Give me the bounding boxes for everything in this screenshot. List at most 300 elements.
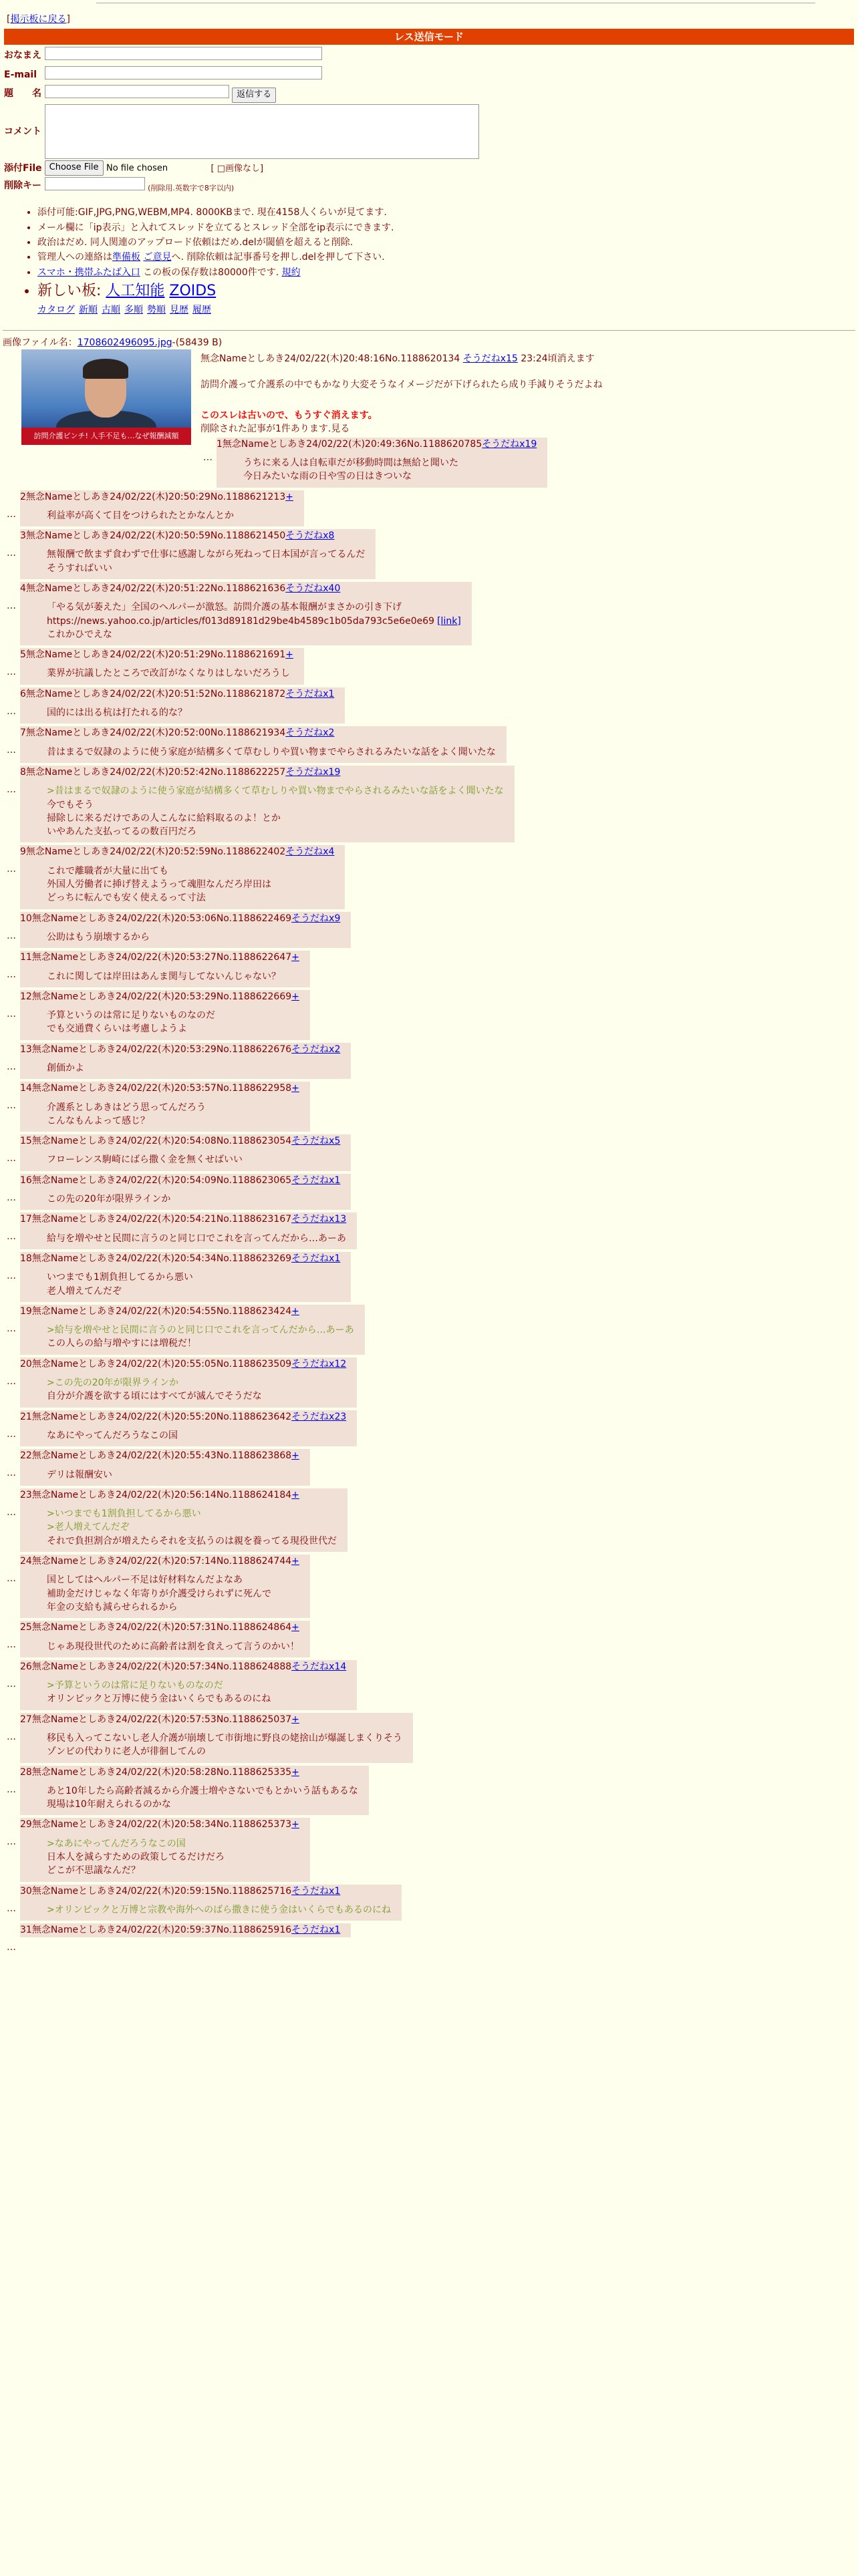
reply-row [3,1660,855,1710]
op-number[interactable]: No.1188620134 [385,353,460,365]
reply-indent-marker: … [7,1061,16,1072]
reply-indent-marker: … [7,1153,16,1164]
comment-line: これかひでえな [47,629,112,640]
reply-box [20,766,515,842]
reply-host: としあき [78,1214,116,1225]
reply-name: Name [50,1253,79,1264]
reply-body [47,1468,299,1482]
reply-number: 26 [20,1661,32,1672]
comment-line: 国的には出る杭は打たれる的な？ [47,707,187,719]
reply-post-number[interactable]: No.1188623065 [216,1174,292,1186]
reply-host: としあき [72,491,110,502]
comment-line: でも交通費くらいは考慮しようよ [47,1023,187,1035]
reply-box [20,1449,310,1486]
reply-post-number[interactable]: No.1188624864 [216,1622,292,1633]
external-link[interactable]: [link] [437,615,461,627]
reply-header [20,1449,299,1462]
reply-name: Name [50,952,79,963]
comment-line: 掃除しに来るだけであの人こんなに給料取るのよ！とか [47,812,281,824]
reply-number: 20 [20,1358,32,1370]
reply-date: 24/02/22(木)20:57:34 [116,1661,217,1672]
reply-indent-marker: … [7,1678,16,1689]
reply-post-number[interactable]: No.1188623424 [216,1305,292,1317]
reply-number: 13 [20,1043,32,1055]
reply-post-number[interactable]: No.1188625037 [216,1714,292,1725]
reply-post-number[interactable]: No.1188623167 [216,1214,292,1225]
reply-body [47,601,461,641]
reply-host: としあき [78,1714,116,1725]
expire-warning: このスレは古いので、もうすぐ消えます。 [200,410,378,422]
sodane-button[interactable]: そうだねx13 [291,1214,347,1225]
reply-box [20,912,351,949]
reply-body [47,1323,354,1351]
sodane-button[interactable]: + [291,1622,299,1633]
sodane-button[interactable]: そうだねx19 [482,438,537,450]
reply-post-number[interactable]: No.1188623642 [216,1411,292,1422]
comment-line: なあにやってんだろうなこの国 [47,1430,178,1441]
reply-indent-marker: … [7,1100,16,1112]
reply-row [3,529,855,579]
reply-date: 24/02/22(木)20:52:00 [110,728,210,739]
reply-post-number[interactable]: No.1188621691 [210,649,286,661]
reply-number: 11 [20,952,32,963]
reply-box [20,845,345,909]
comment-line: 年金の支給も減らせられるから [47,1601,178,1613]
reply-number: 16 [20,1174,32,1186]
sodane-button[interactable]: + [291,1305,299,1317]
comment-line: 外国人労働者に挿げ替えようって魂胆なんだろ岸田は [47,879,271,891]
reply-subject: 無念 [31,1925,51,1936]
sodane-button[interactable]: そうだねx1 [291,1885,341,1897]
sodane-button[interactable]: + [291,1556,299,1567]
subject-label: 題 名 [4,88,41,100]
delkey-label: 削除キー [4,180,41,192]
email-input[interactable] [45,66,322,79]
reply-subject: 無念 [25,846,45,858]
reply-host: としあき [72,688,110,699]
note-item: • スマホ・携帯ふたば入口 この板の保存数は80000件です. 規約 [37,266,855,279]
reply-post-number[interactable]: No.1188621213 [210,491,286,502]
reply-body [47,1376,346,1404]
back-nav: [掲示板に戻る] [7,14,70,25]
quote-line: >給与を増やせと民間に言うのと同じ口でこれを言ってんだから…あーあ [47,1325,354,1336]
reply-date: 24/02/22(木)20:51:29 [110,649,210,661]
sodane-button[interactable]: そうだねx9 [291,913,341,924]
reply-date: 24/02/22(木)20:51:52 [110,688,210,699]
back-to-board-link[interactable]: 掲示板に戻る [10,14,67,25]
reply-header [20,990,299,1003]
reply-date: 24/02/22(木)20:58:34 [116,1819,217,1830]
reply-post-number[interactable]: No.1188622647 [216,952,292,963]
reply-indent-marker: … [7,1506,16,1518]
reply-subject: 無念 [25,728,45,739]
board-link-zoids[interactable]: ZOIDS [169,282,217,299]
reply-indent-marker: … [7,1231,16,1243]
comment-line: https://news.yahoo.co.jp/articles/f013d89181d29be4b4589c1b05da793c5e6e0e69 [link] [47,615,461,627]
reply-header [20,1488,337,1502]
sodane-button[interactable]: そうだねx2 [285,728,335,739]
reply-host: としあき [78,952,116,963]
reply-indent-marker: … [7,1903,16,1914]
reply-subject: 無念 [31,1885,51,1897]
reply-box [217,438,547,488]
rules-link[interactable]: 規約 [281,267,301,278]
sort-tabs [37,303,855,317]
reply-row [3,1713,855,1763]
reply-date: 24/02/22(木)20:49:36 [306,438,407,450]
reply-box [20,1252,351,1302]
reply-box [20,726,507,763]
reply-post-number[interactable]: No.1188621450 [210,530,286,542]
reply-body [47,1192,340,1206]
reply-subject: 無念 [31,1661,51,1672]
op-thumbnail[interactable] [21,349,191,445]
reply-post-number[interactable]: No.1188624744 [216,1556,292,1567]
thumb-caption: 訪問介護ピンチ! 人手不足も…なぜ報酬減額 [21,428,191,445]
op-comment: 訪問介護って介護系の中でもかなり大変そうなイメージだが下げられたら成り手減りそうだよね [200,379,603,390]
reply-box [20,1213,357,1249]
reply-header [20,1305,354,1318]
sodane-button[interactable]: そうだねx1 [291,1174,341,1186]
reply-post-number[interactable]: No.1188624888 [216,1661,292,1672]
reply-host: としあき [78,1489,116,1500]
reply-number: 12 [20,991,32,1002]
reply-date: 24/02/22(木)20:53:29 [116,1043,217,1055]
reply-host: としあき [72,766,110,778]
reply-indent-marker: … [7,745,16,756]
reply-host: としあき [72,530,110,542]
reply-post-number[interactable]: No.1188625716 [216,1885,292,1897]
reply-header [20,687,334,701]
reply-name: Name [44,530,73,542]
reply-date: 24/02/22(木)20:50:59 [110,530,210,542]
sodane-button[interactable]: + [291,991,299,1002]
sodane-button[interactable]: そうだねx1 [291,1925,341,1936]
reply-number: 23 [20,1489,32,1500]
reply-body [243,456,537,484]
reply-date: 24/02/22(木)20:57:53 [116,1714,217,1725]
reply-indent-marker: … [7,1468,16,1479]
reply-body [47,1507,337,1548]
sodane-button[interactable]: そうだねx2 [291,1043,341,1055]
reply-box [20,1621,310,1657]
comment-line: この先の20年が限界ラインか [47,1194,171,1205]
reply-post-number[interactable]: No.1188625373 [216,1819,292,1830]
reply-host: としあき [78,1766,116,1778]
comment-line: 「やる気が萎えた」全国のヘルパーが激怒。訪問介護の基本報酬がまさかの引き下げ [47,602,402,613]
tab-catalog[interactable]: カタログ [37,304,75,315]
reply-row [3,845,855,909]
notes-list [16,206,855,301]
reply-subject: 無念 [31,1253,51,1264]
reply-host: としあき [78,1083,116,1094]
quote-line: >いつまでも1割負担してるから悪い [47,1508,201,1520]
reply-host: としあき [78,1556,116,1567]
reply-number: 15 [20,1136,32,1147]
reply-post-number[interactable]: No.1188621872 [210,688,286,699]
reply-row [3,1410,855,1447]
no-image-checkbox[interactable]: [ □画像なし] [210,163,264,174]
reply-body [47,1679,346,1706]
reply-post-number[interactable]: No.1188622257 [210,766,286,778]
submit-button[interactable]: 返信する [232,88,276,103]
reply-row [3,1082,855,1132]
reply-row [3,1818,855,1881]
reply-number: 7 [20,728,26,739]
reply-date: 24/02/22(木)20:54:34 [116,1253,217,1264]
reply-box [20,1885,402,1921]
sodane-button[interactable]: そうだねx4 [285,846,335,858]
reply-row [3,1449,855,1486]
sodane-button[interactable]: + [291,1450,299,1462]
comment-line: 無報酬で飲まず食わずで仕事に感謝しながら死ねって日本国が言ってるんだ [47,549,366,560]
reply-body [47,864,334,905]
op-header: 無念Nameとしあき24/02/22(木)20:48:16No.1188620134 そうだねx15 23:24頃消えます [200,353,595,365]
reply-name: Name [50,1766,79,1778]
reply-date: 24/02/22(木)20:55:43 [116,1450,217,1462]
reply-host: としあき [78,1925,116,1936]
reply-body [47,746,496,759]
reply-body [47,1732,402,1759]
reply-host: としあき [72,846,110,858]
reply-box [20,1134,351,1171]
reply-indent-marker: … [7,1376,16,1387]
sodane-button[interactable]: + [291,1819,299,1830]
note-item: • メール欄に「ip表示」と入れてスレッドを立てるとスレッド全部をip表示にできます. [37,221,855,234]
reply-box [20,1713,413,1763]
reply-indent-marker: … [7,1942,16,1953]
reply-indent-marker: … [7,1192,16,1203]
reply-host: としあき [269,438,307,450]
name-input[interactable] [45,47,322,60]
op-image-link[interactable]: 1708602496095.jpg [77,337,172,349]
reply-body [47,509,293,522]
reply-body [47,706,334,719]
comment-line: こんなもんよって感じ？ [47,1115,150,1126]
reply-host: としあき [78,913,116,924]
sodane-button[interactable]: そうだねx5 [291,1136,341,1147]
reply-name: Name [50,913,79,924]
reply-name: Name [50,1925,79,1936]
reply-subject: 無念 [31,1766,51,1778]
sodane-button[interactable]: + [291,1083,299,1094]
reply-name: Name [50,1411,79,1422]
divider [3,330,855,331]
reply-indent-marker: … [7,667,16,678]
choose-file-button[interactable]: Choose File [45,160,104,176]
sodane-button[interactable]: + [291,952,299,963]
reply-header [20,1621,299,1634]
reply-post-number[interactable]: No.1188623509 [216,1358,292,1370]
reply-date: 24/02/22(木)20:52:59 [110,846,210,858]
sodane-button[interactable]: そうだねx1 [291,1253,341,1264]
reply-body [47,784,504,838]
note-item: • 添付可能:GIF,JPG,PNG,WEBM,MP4. 8000KBまで. 現在4158人くらいが見てます. [37,206,855,219]
reply-box [20,1082,310,1132]
reply-box [20,1555,310,1618]
tab-new[interactable]: 新順 [79,304,98,315]
reply-date: 24/02/22(木)20:51:22 [110,583,210,594]
reply-header [20,1134,340,1148]
sodane-button[interactable]: そうだねx23 [291,1411,347,1422]
comment-line: オリンピックと万博に使う金はいくらでもあるのにね [47,1694,271,1705]
reply-host: としあき [78,1622,116,1633]
reply-post-number[interactable]: No.1188621934 [210,728,286,739]
reply-post-number[interactable]: No.1188623868 [216,1450,292,1462]
reply-post-number[interactable]: No.1188625916 [216,1925,292,1936]
note-item: • 管理人への連絡は準備板 ご意見へ. 削除依頼は記事番号を押し.delを押して下さい. [37,251,855,264]
reply-name: Name [44,688,73,699]
reply-subject: 無念 [31,1622,51,1633]
reply-body [47,970,299,983]
reply-row [3,1923,855,1954]
reply-list [3,438,855,1955]
sodane-button[interactable]: そうだねx12 [291,1358,347,1370]
comment-line: 移民も入ってこないし老人介護が崩壊して市街地に野良の姥捨山が爆誕しまくりそう [47,1732,402,1744]
tab-viewed[interactable]: 見歴 [170,304,188,315]
reply-subject: 無念 [25,491,45,502]
reply-indent-marker: … [7,1323,16,1334]
reply-row [3,990,855,1040]
reply-subject: 無念 [25,583,45,594]
reply-number: 31 [20,1925,32,1936]
reply-date: 24/02/22(木)20:53:29 [116,991,217,1002]
reply-body [47,1009,299,1036]
delkey-input[interactable] [45,177,145,190]
tab-old[interactable]: 古順 [102,304,120,315]
reply-row [3,726,855,763]
reply-header [20,1766,358,1779]
reply-number: 1 [217,438,223,450]
reply-host: としあき [78,991,116,1002]
reply-header [20,490,293,504]
reply-body [47,667,293,680]
reply-row [3,1043,855,1080]
reply-header [20,582,461,595]
reply-post-number[interactable]: No.1188625335 [216,1766,292,1778]
reply-number: 9 [20,846,26,858]
reply-post-number[interactable]: No.1188623269 [216,1253,292,1264]
reply-host: としあき [78,1661,116,1672]
reply-date: 24/02/22(木)20:54:21 [116,1214,217,1225]
admin-board-link[interactable]: 準備板 [112,252,140,263]
reply-name: Name [241,438,269,450]
comment-line: フローレンス駒崎にばら撒く金を無くせばいい [47,1154,243,1166]
sodane-button[interactable]: + [285,491,293,502]
tab-many[interactable]: 多順 [124,304,143,315]
reply-post-number[interactable]: No.1188622402 [210,846,286,858]
sodane-button[interactable]: + [285,649,293,661]
reply-subject: 無念 [222,438,241,450]
tab-momentum[interactable]: 勢順 [147,304,166,315]
board-link-ai[interactable]: 人工知能 [106,282,165,299]
reply-row [3,648,855,685]
reply-host: としあき [72,649,110,661]
deleted-notice[interactable]: 削除された記事が1件あります.見る [200,424,350,435]
quote-line: >老人増えてんだぞ [47,1522,130,1533]
reply-post-number[interactable]: No.1188622469 [216,913,292,924]
sodane-button[interactable]: そうだねx40 [285,583,341,594]
reply-post-number[interactable]: No.1188621636 [210,583,286,594]
comment-line: 現場は10年耐えられるのかな [47,1799,171,1810]
reply-box [20,1818,310,1881]
reply-body [47,1062,340,1075]
reply-box [20,648,304,685]
reply-row [3,1555,855,1618]
reply-body [47,548,365,575]
delkey-hint: (削除用.英数字で8字以内) [148,184,235,193]
subject-input[interactable] [45,85,229,98]
reply-name: Name [50,991,79,1002]
reply-name: Name [50,1556,79,1567]
sodane-button[interactable]: + [291,1714,299,1725]
reply-post-number[interactable]: No.1188622676 [216,1043,292,1055]
reply-post-number[interactable]: No.1188622958 [216,1083,292,1094]
comment-line: 創価かよ [47,1063,84,1074]
feedback-link[interactable]: ご意見 [143,252,172,263]
reply-indent-marker: … [7,930,16,941]
reply-post-number[interactable]: No.1188624184 [216,1489,292,1500]
sodane-button[interactable]: + [291,1489,299,1500]
comment-label: コメント [4,126,41,138]
op-body [200,352,855,436]
sodane-button[interactable]: そうだねx8 [285,530,335,542]
comment-line: 老人増えてんだぞ [47,1285,122,1297]
comment-line: そうすればいい [47,562,112,574]
reply-number: 14 [20,1083,32,1094]
reply-subject: 無念 [31,1305,51,1317]
mobile-entry-link[interactable]: スマホ・携帯ふたば入口 [37,267,140,278]
reply-header [20,1174,340,1187]
sodane-button[interactable]: そうだねx19 [285,766,341,778]
reply-number: 8 [20,766,26,778]
reply-post-number[interactable]: No.1188623054 [216,1136,292,1147]
reply-number: 28 [20,1766,32,1778]
quote-line: >オリンピックと万博と宗教や海外へのばら撒きに使う金はいくらでもあるのにね [47,1904,392,1915]
comment-line: この人らの給与増やすには増税だ！ [47,1338,196,1349]
reply-subject: 無念 [31,913,51,924]
comment-line: 日本人を減らすための政策してるだけだろ [47,1852,225,1863]
sodane-button[interactable]: そうだねx1 [285,688,335,699]
op-sodane-button[interactable]: そうだねx15 [462,353,518,365]
mode-bar: レス送信モード [4,29,854,45]
comment-textarea[interactable] [45,104,479,159]
reply-date: 24/02/22(木)20:53:06 [116,913,217,924]
reply-subject: 無念 [31,991,51,1002]
comment-line: じゃあ現役世代のために高齢者は割を食えって言うのかい！ [47,1641,299,1652]
tab-history[interactable]: 履歴 [192,304,211,315]
sodane-button[interactable]: + [291,1766,299,1778]
reply-date: 24/02/22(木)20:53:27 [116,952,217,963]
reply-indent-marker: … [7,1270,16,1281]
reply-host: としあき [72,583,110,594]
comment-line: いつまでも1割負担してるから悪い [47,1272,193,1283]
reply-body [47,1232,346,1245]
reply-post-number[interactable]: No.1188620785 [406,438,482,450]
reply-header [20,766,504,779]
comment-line: これに関しては岸田はあんま関与してないんじゃない？ [47,971,281,982]
reply-subject: 無念 [31,1556,51,1567]
no-file-label: No file chosen [106,163,168,174]
sodane-button[interactable]: そうだねx14 [291,1661,347,1672]
reply-subject: 無念 [31,1489,51,1500]
quote-line: >この先の20年が限界ラインか [47,1378,179,1389]
reply-post-number[interactable]: No.1188622669 [216,991,292,1002]
reply-indent-marker: … [7,1639,16,1651]
reply-header [20,1252,340,1265]
reply-body [47,1101,299,1128]
reply-indent-marker: … [7,548,16,559]
